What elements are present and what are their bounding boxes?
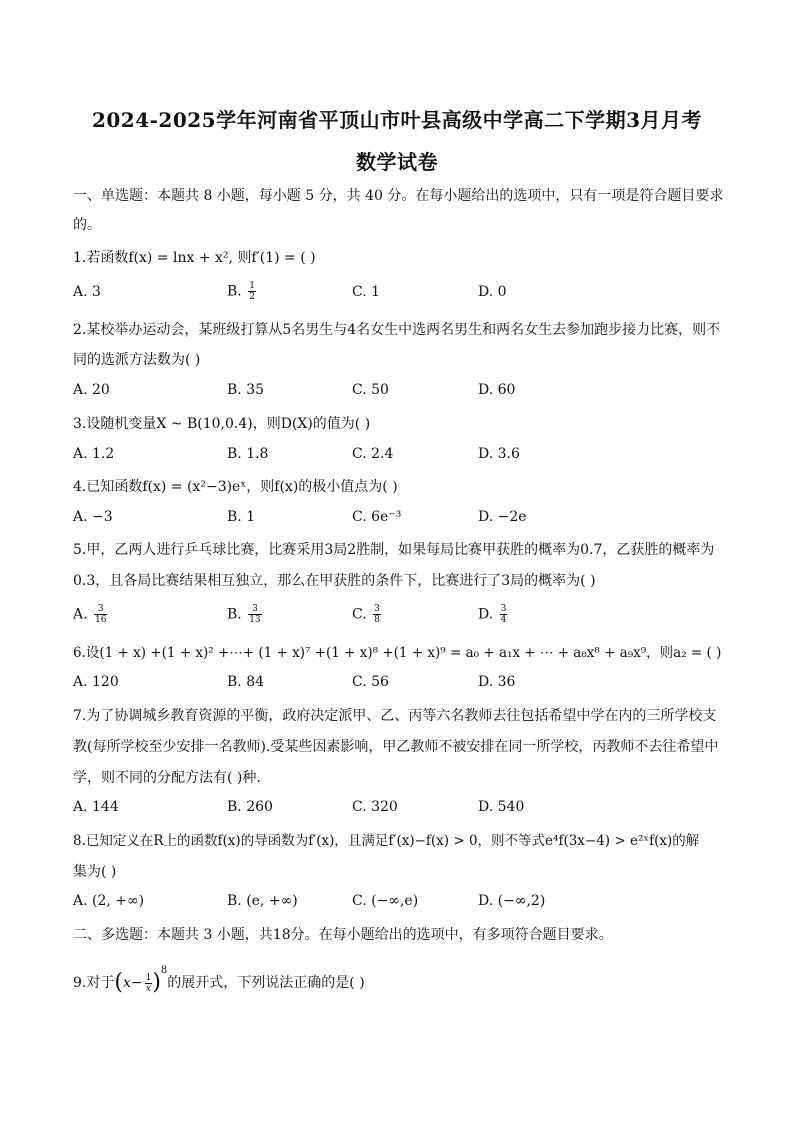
q5-option-d: D. $\frac{3}{4}$ [478,604,507,625]
q2-option-d: D. 60 [478,382,516,398]
question-6-stem: 6.设(1 + x) +(1 + x)² +⋯+ (1 + x)⁷ +(1 + x)⁸ +(1 + x)⁹ = a₀ + a₁x + ⋯ + a₈x⁸ + a₉x⁹，则a₂ = ( ) [73,645,722,661]
question-7-stem-cont: 教(每所学校至少安排一名教师).受某些因素影响，甲乙教师不被安排在同一所学校，丙教师不去往希望中 [73,739,719,755]
question-7-stem-cont2: 学，则不同的分配方法有( )种. [73,770,261,786]
q5-option-a: A. $\frac{3}{16}$ [73,604,107,625]
section2-instructions: 二、多选题：本题共 3 小题，共18分。在每小题给出的选项中，有多项符合题目要求。 [73,927,613,943]
question-8-stem-cont: 集为( ) [73,864,117,880]
question-7-stem: 7.为了协调城乡教育资源的平衡，政府决定派甲、乙、丙等六名教师去往包括希望中学在内的三所学校支 [73,708,717,724]
q6-option-b: B. 84 [227,674,265,690]
question-5-stem: 5.甲，乙两人进行乒乓球比赛，比赛采用3局2胜制，如果每局比赛甲获胜的概率为0.7，乙获胜的概率为 [73,542,715,558]
q7-option-a: A. 144 [73,799,119,815]
q7-option-d: D. 540 [478,799,525,815]
question-8-stem: 8.已知定义在R上的函数f(x)的导函数为f′(x)，且满足f′(x)−f(x) > 0，则不等式e⁴f(3x−4) > e²ˣf(x)的解 [73,833,700,849]
q4-option-d: D. −2e [478,509,527,525]
q3-option-b: B. 1.8 [227,446,269,462]
q8-option-d: D. (−∞,2) [478,893,546,909]
q1-option-b: B. $\frac{1}{2}$ [227,281,255,302]
question-4-stem: 4.已知函数f(x) = (x²−3)eˣ，则f(x)的极小值点为( ) [73,479,398,495]
q1-option-c: C. 1 [352,284,381,300]
q4-option-a: A. −3 [73,509,113,525]
question-2-stem-cont: 同的选派方法数为( ) [73,352,201,368]
q7-option-b: B. 260 [227,799,273,815]
section1-instructions: 一、单选题：本题共 8 小题，每小题 5 分，共 40 分。在每小题给出的选项中，只有一项是符合题目要求 [73,188,724,204]
q2-option-a: A. 20 [73,382,110,398]
question-9-stem: 9.对于(x− $\frac{1}{x}$ )$^8$的展开式，下列说法正确的是( ) [73,965,365,995]
question-2-stem: 2.某校举办运动会，某班级打算从5名男生与4名女生中选两名男生和两名女生去参加跑步接力比赛，则不 [73,322,721,338]
q3-option-a: A. 1.2 [73,446,115,462]
q3-option-c: C. 2.4 [352,446,394,462]
q2-option-b: B. 35 [227,382,265,398]
q6-option-a: A. 120 [73,674,119,690]
section1-instructions-cont: 的。 [73,217,101,233]
exam-title: 2024-2025学年河南省平顶山市叶县高级中学高二下学期3月月考 [91,108,703,132]
q8-option-a: A. (2, +∞) [73,893,145,909]
q5-option-b: B. $\frac{3}{13}$ [227,604,261,625]
exam-subtitle: 数学试卷 [356,150,438,174]
q5-option-c: C. $\frac{3}{8}$ [352,604,380,625]
q6-option-d: D. 36 [478,674,516,690]
q2-option-c: C. 50 [352,382,389,398]
q4-option-b: B. 1 [227,509,256,525]
q4-option-c: C. 6e⁻³ [352,509,402,525]
q7-option-c: C. 320 [352,799,398,815]
question-1-stem: 1.若函数f(x) = lnx + x², 则f′(1) = ( ) [73,250,316,266]
q3-option-d: D. 3.6 [478,446,520,462]
q8-option-c: C. (−∞,e) [352,893,419,909]
q6-option-c: C. 56 [352,674,389,690]
question-5-stem-cont: 0.3，且各局比赛结果相互独立，那么在甲获胜的条件下，比赛进行了3局的概率为( ) [73,573,596,589]
q1-option-d: D. 0 [478,284,507,300]
question-3-stem: 3.设随机变量X ~ B(10,0.4)，则D(X)的值为( ) [73,416,371,432]
q8-option-b: B. (e, +∞) [227,893,298,909]
q1-option-a: A. 3 [73,284,101,300]
